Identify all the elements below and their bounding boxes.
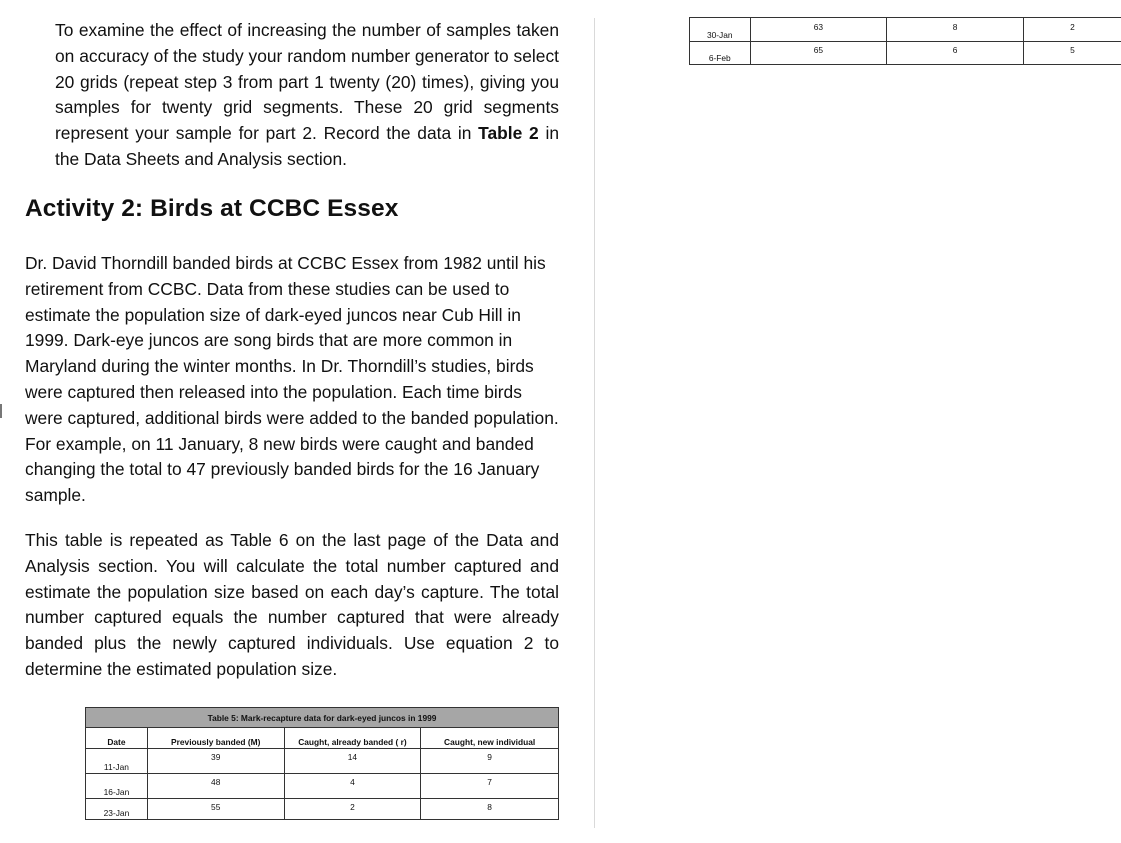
table-header-row	[86, 728, 559, 749]
cell-caught-new: 9	[421, 749, 559, 774]
cell-date: 23-Jan	[86, 799, 148, 820]
cell-caught-banded: 6	[887, 42, 1024, 65]
table-row	[690, 18, 1121, 42]
cell-caught-new: 7	[421, 774, 559, 799]
document-page-right	[595, 0, 1121, 843]
cell-date: 6-Feb	[690, 42, 751, 65]
cell-caught-new: 8	[421, 799, 559, 820]
cell-previously-banded: 39	[147, 749, 284, 774]
activity-heading: Activity 2: Birds at CCBC Essex	[25, 195, 399, 222]
column-header-date: Date	[86, 728, 148, 749]
cell-date: 11-Jan	[86, 749, 148, 774]
column-header-caught-new: Caught, new individual	[421, 728, 559, 749]
cell-caught-banded: 2	[284, 799, 421, 820]
cell-caught-new: 2	[1023, 18, 1121, 42]
cell-date: 16-Jan	[86, 774, 148, 799]
table-row	[86, 774, 559, 799]
cell-caught-banded: 4	[284, 774, 421, 799]
table-row	[86, 799, 559, 820]
column-header-previously-banded: Previously banded (M)	[147, 728, 284, 749]
cell-caught-banded: 14	[284, 749, 421, 774]
table-caption-row	[86, 708, 559, 728]
cell-previously-banded: 63	[750, 18, 887, 42]
cell-previously-banded: 48	[147, 774, 284, 799]
cell-caught-banded: 8	[887, 18, 1024, 42]
page-edge-marker	[0, 404, 2, 418]
intro-text-end: in the Data Sheets and Analysis section.	[55, 123, 559, 169]
intro-text-start: To examine the effect of increasing the number of samples taken on accuracy of the study your random number generator to select 20 grids (repeat step 3 from part 1 twenty (20) times), giving you samples for twenty grid segments. These 20 grid segments represent your sample for part 2. Record the data in	[55, 20, 559, 144]
table-caption: Table 5: Mark-recapture data for dark-eyed juncos in 1999	[86, 708, 559, 728]
activity-paragraph-2: This table is repeated as Table 6 on the last page of the Data and Analysis section. You will calculate the total number captured and estimate the population size based on each day’s capture. The total number captured equals the number captured that were already banded plus the newly captured individuals. Use equation 2 to determine the estimated population size.	[25, 530, 559, 679]
column-header-caught-banded: Caught, already banded ( r)	[284, 728, 421, 749]
intro-table-reference: Table 2	[478, 123, 539, 144]
activity-paragraph-1: Dr. David Thorndill banded birds at CCBC Essex from 1982 until his retirement from CCBC. Data from these studies can be used to estimate the population size of dark-eyed juncos near Cub Hill in 1999. Dark-eye juncos are song birds that are more common in Maryland during the winter months. In Dr. Thorndill’s studies, birds were captured then released into the population. Each time birds were captured, additional birds were added to the banded population. For example, on 11 January, 8 new birds were caught and banded changing the total to 47 previously banded birds for the 16 January sample.	[25, 253, 559, 506]
cell-caught-new: 5	[1023, 42, 1121, 65]
table-row	[86, 749, 559, 774]
mark-recapture-table	[85, 707, 559, 820]
mark-recapture-table-continued	[689, 17, 1121, 65]
table-row	[690, 42, 1121, 65]
cell-previously-banded: 55	[147, 799, 284, 820]
intro-paragraph	[55, 18, 559, 173]
cell-date: 30-Jan	[690, 18, 751, 42]
cell-previously-banded: 65	[750, 42, 887, 65]
